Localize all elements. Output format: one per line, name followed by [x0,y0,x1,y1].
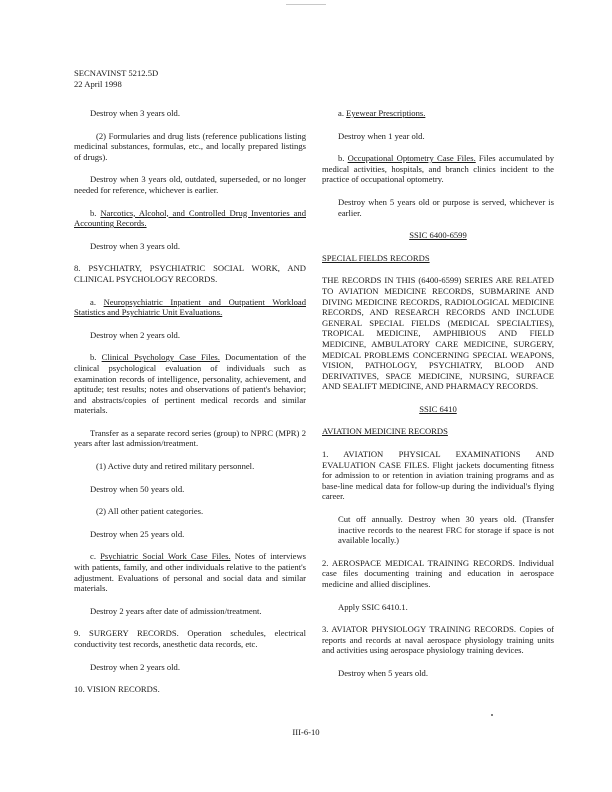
item-title: Narcotics, Alcohol, and Controlled Drug Inventories and Accounting Records. [74,207,306,229]
item-letter: c. [90,551,96,562]
document-header [74,68,158,89]
disposition-text: Destroy when 2 years old. [90,329,180,340]
disposition-text: Destroy when 3 years old, outdated, superseded, or no longer needed for reference, whichever is earlier. [74,174,306,195]
item-title: Psychiatric Social Work Case Files. [100,551,231,562]
item-letter: b. [90,352,97,363]
instruction-number: SECNAVINST 5212.5D [74,68,159,78]
disposition-text: Destroy when 5 years old or purpose is served, whichever is earlier. [338,196,554,218]
right-column [322,108,554,679]
page-number: III-6-10 [292,727,320,737]
item-title: 2. AEROSPACE MEDICAL TRAINING RECORDS. [322,557,515,568]
item-body: Copies of reports and records at naval aerospace physiology training units and activities using aerospace physiology training devices. [322,624,555,656]
instruction-date: 22 April 1998 [74,78,122,89]
item-body: Flight jackets documenting fitness for admission to or retention in aviation training programs and as base-line medical data for follow-up during the individual's flying career. [322,459,554,502]
item-letter: b. [338,153,345,164]
section-heading-psychiatry: 8. PSYCHIATRY, PSYCHIATRIC SOCIAL WORK, AND CLINICAL PSYCHOLOGY RECORDS. [74,263,306,284]
item-aviation-physical [322,449,554,502]
item-title: Occupational Optometry Case Files. [347,153,476,164]
left-column [74,108,306,695]
paragraph-eyewear [322,108,554,119]
paragraph-psychiatric-social-work [74,551,306,593]
item-title: Neuropsychiatric Inpatient and Outpatient Workload Statistics and Psychiatric Unit Evaluations. [74,296,306,318]
ssic-heading: SSIC 6400-6599 [409,230,467,241]
item-letter: b. [90,207,97,218]
disposition-text: Destroy when 3 years old. [90,108,180,118]
item-title: 1. AVIATION PHYSICAL EXAMINATIONS AND EVALUATION CASE FILES. [322,449,554,470]
paragraph-occupational-optometry [322,153,554,185]
item-title: Eyewear Prescriptions. [346,108,426,118]
ssic-heading: SSIC 6410 [419,403,457,414]
paragraph-neuropsychiatric [74,297,306,318]
disposition-text: Destroy when 2 years old. [90,661,180,672]
series-heading: SPECIAL FIELDS RECORDS [322,252,430,263]
disposition-text: Destroy when 3 years old. [90,240,180,251]
scan-top-mark [286,4,326,5]
section-heading-surgery: 9. SURGERY RECORDS. Operation schedules, electrical conductivity test records, anesthetic data records, etc. [74,628,306,649]
paragraph-narcotics [74,208,306,229]
disposition-text: Destroy when 50 years old. [90,483,185,494]
item-body: Individual case files documenting training and education in aerospace medicine and allied disciplines. [322,557,554,589]
subparagraph-active-duty: (1) Active duty and retired military personnel. [96,461,255,472]
item-title: 3. AVIATOR PHYSIOLOGY TRAINING RECORDS. [322,624,517,635]
item-aerospace-training [322,558,554,590]
section-heading-vision: 10. VISION RECORDS. [74,684,160,695]
series-description: THE RECORDS IN THIS (6400-6599) SERIES ARE RELATED TO AVIATION MEDICINE RECORDS, SUBMARINE AND DIVING MEDICINE RECORDS, RADIOLOGICAL MEDICINE RECORDS, AND RESEARCH RECORDS AND INCLUDE GENERAL SPECIAL FIELDS (MEDICAL SPECIALTIES), TROPICAL MEDICINE, AMPHIBIOUS AND FIELD MEDICINE, AMBULATORY CARE MEDICINE, SURGERY, MEDICAL PROBLEMS CONCERNING SPECIAL WEAPONS, VISION, PATHOLOGY, PSYCHIATRY, BLOOD AND DERIVATIVES, SPACE MEDICINE, NURSING, SURFACE AND SEALIFT MEDICINE, AND PHARMACY RECORDS. [322,275,554,392]
disposition-text: Cut off annually. Destroy when 30 years old. (Transfer inactive records to the nearest FRC for storage if space is not available locally.) [338,514,554,546]
disposition-text: Transfer as a separate record series (group) to NPRC (MPR) 2 years after last admission/treatment. [74,427,306,449]
item-aviator-physiology [322,624,554,656]
scan-speck [491,714,493,716]
item-body: Files accumulated by medical activities, hospitals, and branch clinics incident to the practice of occupational optometry. [322,153,554,185]
disposition-text: Destroy 2 years after date of admission/treatment. [90,605,262,616]
item-letter: a. [90,296,96,307]
disposition-text: Destroy when 5 years old. [338,667,428,678]
item-body: Documentation of the clinical psychological evaluation of individuals such as examination records of intelligence, personality, achievement, and aptitude; test results; notes and observations of patient's behavior; and abstracts/copies of pertinent medical records and similar materials. [74,352,307,416]
paragraph-clinical-psychology [74,352,306,416]
series-heading: AVIATION MEDICINE RECORDS [322,426,448,437]
disposition-text: Apply SSIC 6410.1. [338,601,408,612]
subparagraph-other-patients: (2) All other patient categories. [96,506,204,517]
item-letter: a. [338,108,344,118]
item-body: Notes of interviews with patients, family, and other individuals relative to the patient's adjustment. Evaluations of personal and social data and similar materials. [74,551,306,594]
paragraph-formularies: (2) Formularies and drug lists (reference publications listing medicinal substances, formulas, etc., and locally prepared listings of drugs). [74,130,306,162]
disposition-text: Destroy when 1 year old. [338,130,425,141]
disposition-text: Destroy when 25 years old. [90,528,185,539]
item-title: Clinical Psychology Case Files. [101,352,220,363]
